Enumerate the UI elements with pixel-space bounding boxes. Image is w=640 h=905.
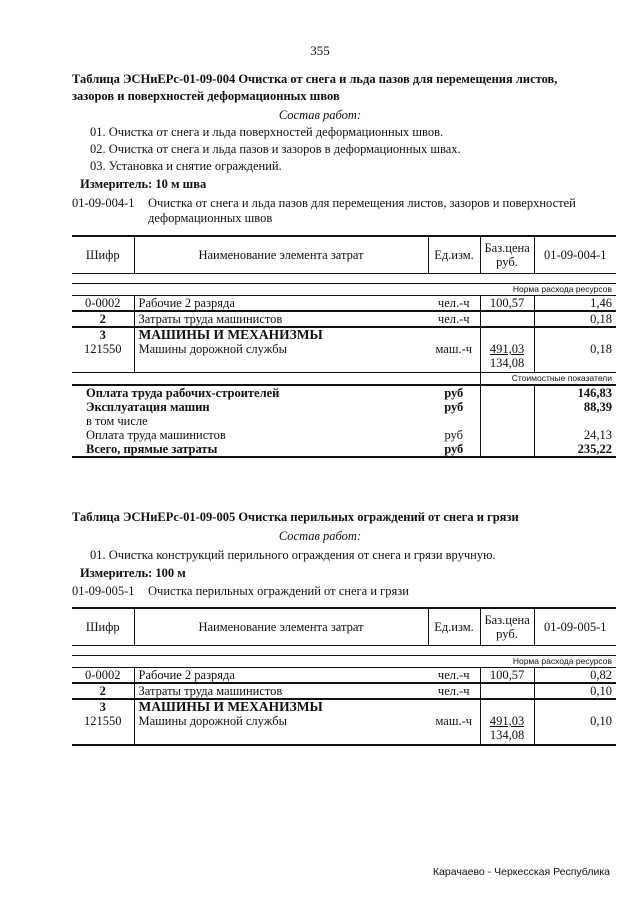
table2-norm-label: Норма расхода ресурсов xyxy=(480,656,616,668)
table2-header-name: Наименование элемента затрат xyxy=(134,608,428,646)
table2-row4-cipher: 121550 xyxy=(72,714,134,745)
table2-header-unit: Ед.изм. xyxy=(428,608,480,646)
table1-header-cipher: Шифр xyxy=(72,236,134,274)
table2-row1-unit: чел.-ч xyxy=(428,668,480,684)
table1-row1-cipher: 0-0002 xyxy=(72,296,134,312)
table1-row1-price: 100,57 xyxy=(480,296,534,312)
table1-code-desc-line2: деформационных швов xyxy=(148,211,273,225)
table1-title-line2: зазоров и поверхностей деформационных швов xyxy=(72,89,340,103)
table2-row2-cipher: 2 xyxy=(72,683,134,699)
table2-meter: Измеритель: 100 м xyxy=(80,566,186,580)
table2-composition-label: Состав работ: xyxy=(278,529,362,543)
table2-title: Таблица ЭСНиЕРс-01-09-005 Очистка перильных ограждений от снега и грязи xyxy=(72,510,519,524)
table1-header-name: Наименование элемента затрат xyxy=(134,236,428,274)
table1-cost5-name: Всего, прямые затраты xyxy=(72,442,428,457)
table2-row3-cipher: 3 xyxy=(99,700,106,714)
table1-cost2-unit: руб xyxy=(444,400,464,414)
table1-row4-value: 0,18 xyxy=(534,342,616,373)
table2-code-desc: Очистка перильных ограждений от снега и грязи xyxy=(148,584,409,598)
table2-row4-value: 0,10 xyxy=(534,714,616,745)
table1-header-col: 01-09-004-1 xyxy=(534,236,616,274)
table1-cost1-name: Оплата труда рабочих-строителей xyxy=(72,385,428,400)
table1-work-2: 02. Очистка от снега и льда пазов и зазоров в деформационных швах. xyxy=(90,142,461,156)
table1-row1-unit: чел.-ч xyxy=(428,296,480,312)
table2-header-price: Баз.цена руб. xyxy=(480,608,534,646)
table1-row4-unit: маш.-ч xyxy=(428,342,480,373)
table2-work-1: 01. Очистка конструкций перильного ограждения от снега и грязи вручную. xyxy=(90,548,496,562)
table1-cost2-value: 88,39 xyxy=(534,400,616,414)
table2-row1-value: 0,82 xyxy=(534,668,616,684)
table1-work-3: 03. Установка и снятие ограждений. xyxy=(90,159,282,173)
table1-header-price: Баз.цена руб. xyxy=(480,236,534,274)
table2-row2-value: 0,10 xyxy=(534,683,616,699)
table2-header-cipher: Шифр xyxy=(72,608,134,646)
table1-cost4-unit: руб xyxy=(444,428,464,442)
table1-meter: Измеритель: 10 м шва xyxy=(80,177,207,191)
table1 xyxy=(72,235,616,458)
table1-row2-cipher: 2 xyxy=(72,311,134,327)
table2-row4-unit: маш.-ч xyxy=(428,714,480,745)
table1-composition-label: Состав работ: xyxy=(278,108,362,122)
table2 xyxy=(72,607,616,746)
table1-header-unit: Ед.изм. xyxy=(428,236,480,274)
table1-cost1-unit: руб xyxy=(428,385,480,400)
table1-row3-cipher: 3 xyxy=(99,328,106,342)
table1-row2-unit: чел.-ч xyxy=(428,311,480,327)
table1-code-desc-line1: Очистка от снега и льда пазов для перемещения листов, зазоров и поверхностей xyxy=(148,196,576,210)
table1-norm-label: Норма расхода ресурсов xyxy=(480,284,616,296)
table1-cost4-value: 24,13 xyxy=(534,428,616,442)
table2-header-col: 01-09-005-1 xyxy=(534,608,616,646)
table1-cost-label: Стоимостные показатели xyxy=(480,373,616,386)
table1-work-1: 01. Очистка от снега и льда поверхностей деформационных швов. xyxy=(90,125,444,139)
table1-cost5-value: 235,22 xyxy=(534,442,616,457)
table1-code: 01-09-004-1 xyxy=(72,196,135,210)
table2-row1-cipher: 0-0002 xyxy=(72,668,134,684)
table1-cost4-name: Оплата труда машинистов xyxy=(86,428,226,442)
table2-row1-price: 100,57 xyxy=(480,668,534,684)
table2-code: 01-09-005-1 xyxy=(72,584,135,598)
table1-row1-value: 1,46 xyxy=(534,296,616,312)
footer-region: Карачаево - Черкесская Республика xyxy=(432,866,610,878)
table1-cost3-name: в том числе xyxy=(86,414,148,428)
table1-row4-name: Машины дорожной службы xyxy=(134,342,428,373)
table2-row2-name: Затраты труда машинистов xyxy=(134,683,428,699)
table1-cost5-unit: руб xyxy=(428,442,480,457)
table2-row4-price: 491,03 134,08 xyxy=(480,714,534,745)
table1-row4-cipher: 121550 xyxy=(72,342,134,373)
table2-row3-name: МАШИНЫ И МЕХАНИЗМЫ xyxy=(134,699,428,714)
table1-row2-name: Затраты труда машинистов xyxy=(134,311,428,327)
table1-row2-value: 0,18 xyxy=(534,311,616,327)
table2-row1-name: Рабочие 2 разряда xyxy=(134,668,428,684)
table1-title-line1: Таблица ЭСНиЕРс-01-09-004 Очистка от снега и льда пазов для перемещения листов, xyxy=(72,72,558,86)
table1-cost2-name: Эксплуатация машин xyxy=(86,400,210,414)
page-number: 355 xyxy=(310,43,330,58)
table2-row2-unit: чел.-ч xyxy=(428,683,480,699)
table1-row3-name: МАШИНЫ И МЕХАНИЗМЫ xyxy=(134,327,428,342)
table1-cost1-value: 146,83 xyxy=(534,385,616,400)
table1-row1-name: Рабочие 2 разряда xyxy=(134,296,428,312)
table2-row4-name: Машины дорожной службы xyxy=(134,714,428,745)
table1-row4-price: 491,03 134,08 xyxy=(480,342,534,373)
